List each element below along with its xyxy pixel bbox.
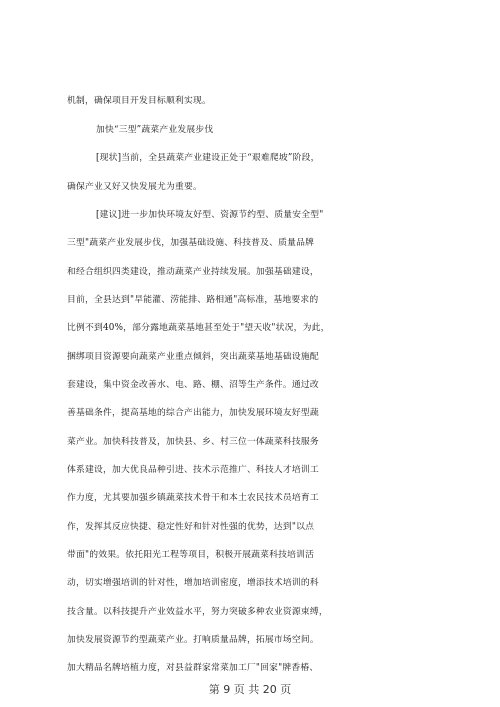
paragraph-line: 套建设，集中资金改善水、电、路、棚、沼等生产条件。通过改 (67, 380, 319, 390)
paragraph-line: 比例不到40%，部分露地蔬菜基地甚至处于"望天收"状况，为此， (67, 323, 330, 333)
paragraph-line: 确保产业又好又快发展尤为重要。 (67, 182, 202, 192)
paragraph-line: 加大精品名牌培植力度，对县益群家常菜加工厂"回家"牌香椿、 (67, 663, 319, 673)
paragraph-line: 善基础条件，提高基地的综合产出能力，加快发展环境友好型蔬 (67, 408, 319, 418)
paragraph-line: 目前，全县达到"旱能灌、涝能排、路相通"高标准，基地要求的 (67, 295, 319, 305)
paragraph-line: 技含量。以科技提升产业效益水平，努力突破多种农业资源束缚， (67, 607, 328, 617)
paragraph-line: 机制，确保项目开发目标顺利实现。 (67, 96, 211, 106)
paragraph-line: 捆绑项目资源要向蔬菜产业重点倾斜，突出蔬菜基地基础设施配 (67, 352, 319, 362)
section-heading: 加快“三型”蔬菜产业发展步伐 (96, 125, 214, 135)
paragraph-line: [建议]进一步加快环境友好型、资源节约型、质量安全型" (96, 210, 324, 220)
paragraph-line: [现状]当前，全县蔬菜产业建设正处于“艰难爬坡”阶段， (96, 153, 320, 163)
page-number-footer: 第 9 页 共 20 页 (208, 683, 292, 696)
paragraph-line: 菜产业。加快科技普及，加快县、乡、村三位一体蔬菜科技服务 (67, 437, 319, 447)
paragraph-line: 加快发展资源节约型蔬菜产业。打响质量品牌，拓展市场空间。 (67, 635, 319, 645)
paragraph-line: 作力度，尤其要加强乡镇蔬菜技术骨干和本土农民技术员培育工 (67, 493, 319, 503)
paragraph-line: 带面"的效果。依托阳光工程等项目，积极开展蔬菜科技培训活 (67, 550, 315, 560)
paragraph-line: 和经合组织四类建设，推动蔬菜产业持续发展。加强基础建设， (67, 267, 319, 277)
paragraph-line: 作，发挥其反应快捷、稳定性好和针对性强的优势，达到"以点 (67, 522, 315, 532)
paragraph-line: 动，切实增强培训的针对性，增加培训密度，增添技术培训的科 (67, 578, 319, 588)
paragraph-line: 三型"蔬菜产业发展步伐，加强基础设施、科技普及、质量品牌 (67, 238, 315, 248)
paragraph-line: 体系建设，加大优良品种引进、技术示范推广、科技人才培训工 (67, 465, 319, 475)
